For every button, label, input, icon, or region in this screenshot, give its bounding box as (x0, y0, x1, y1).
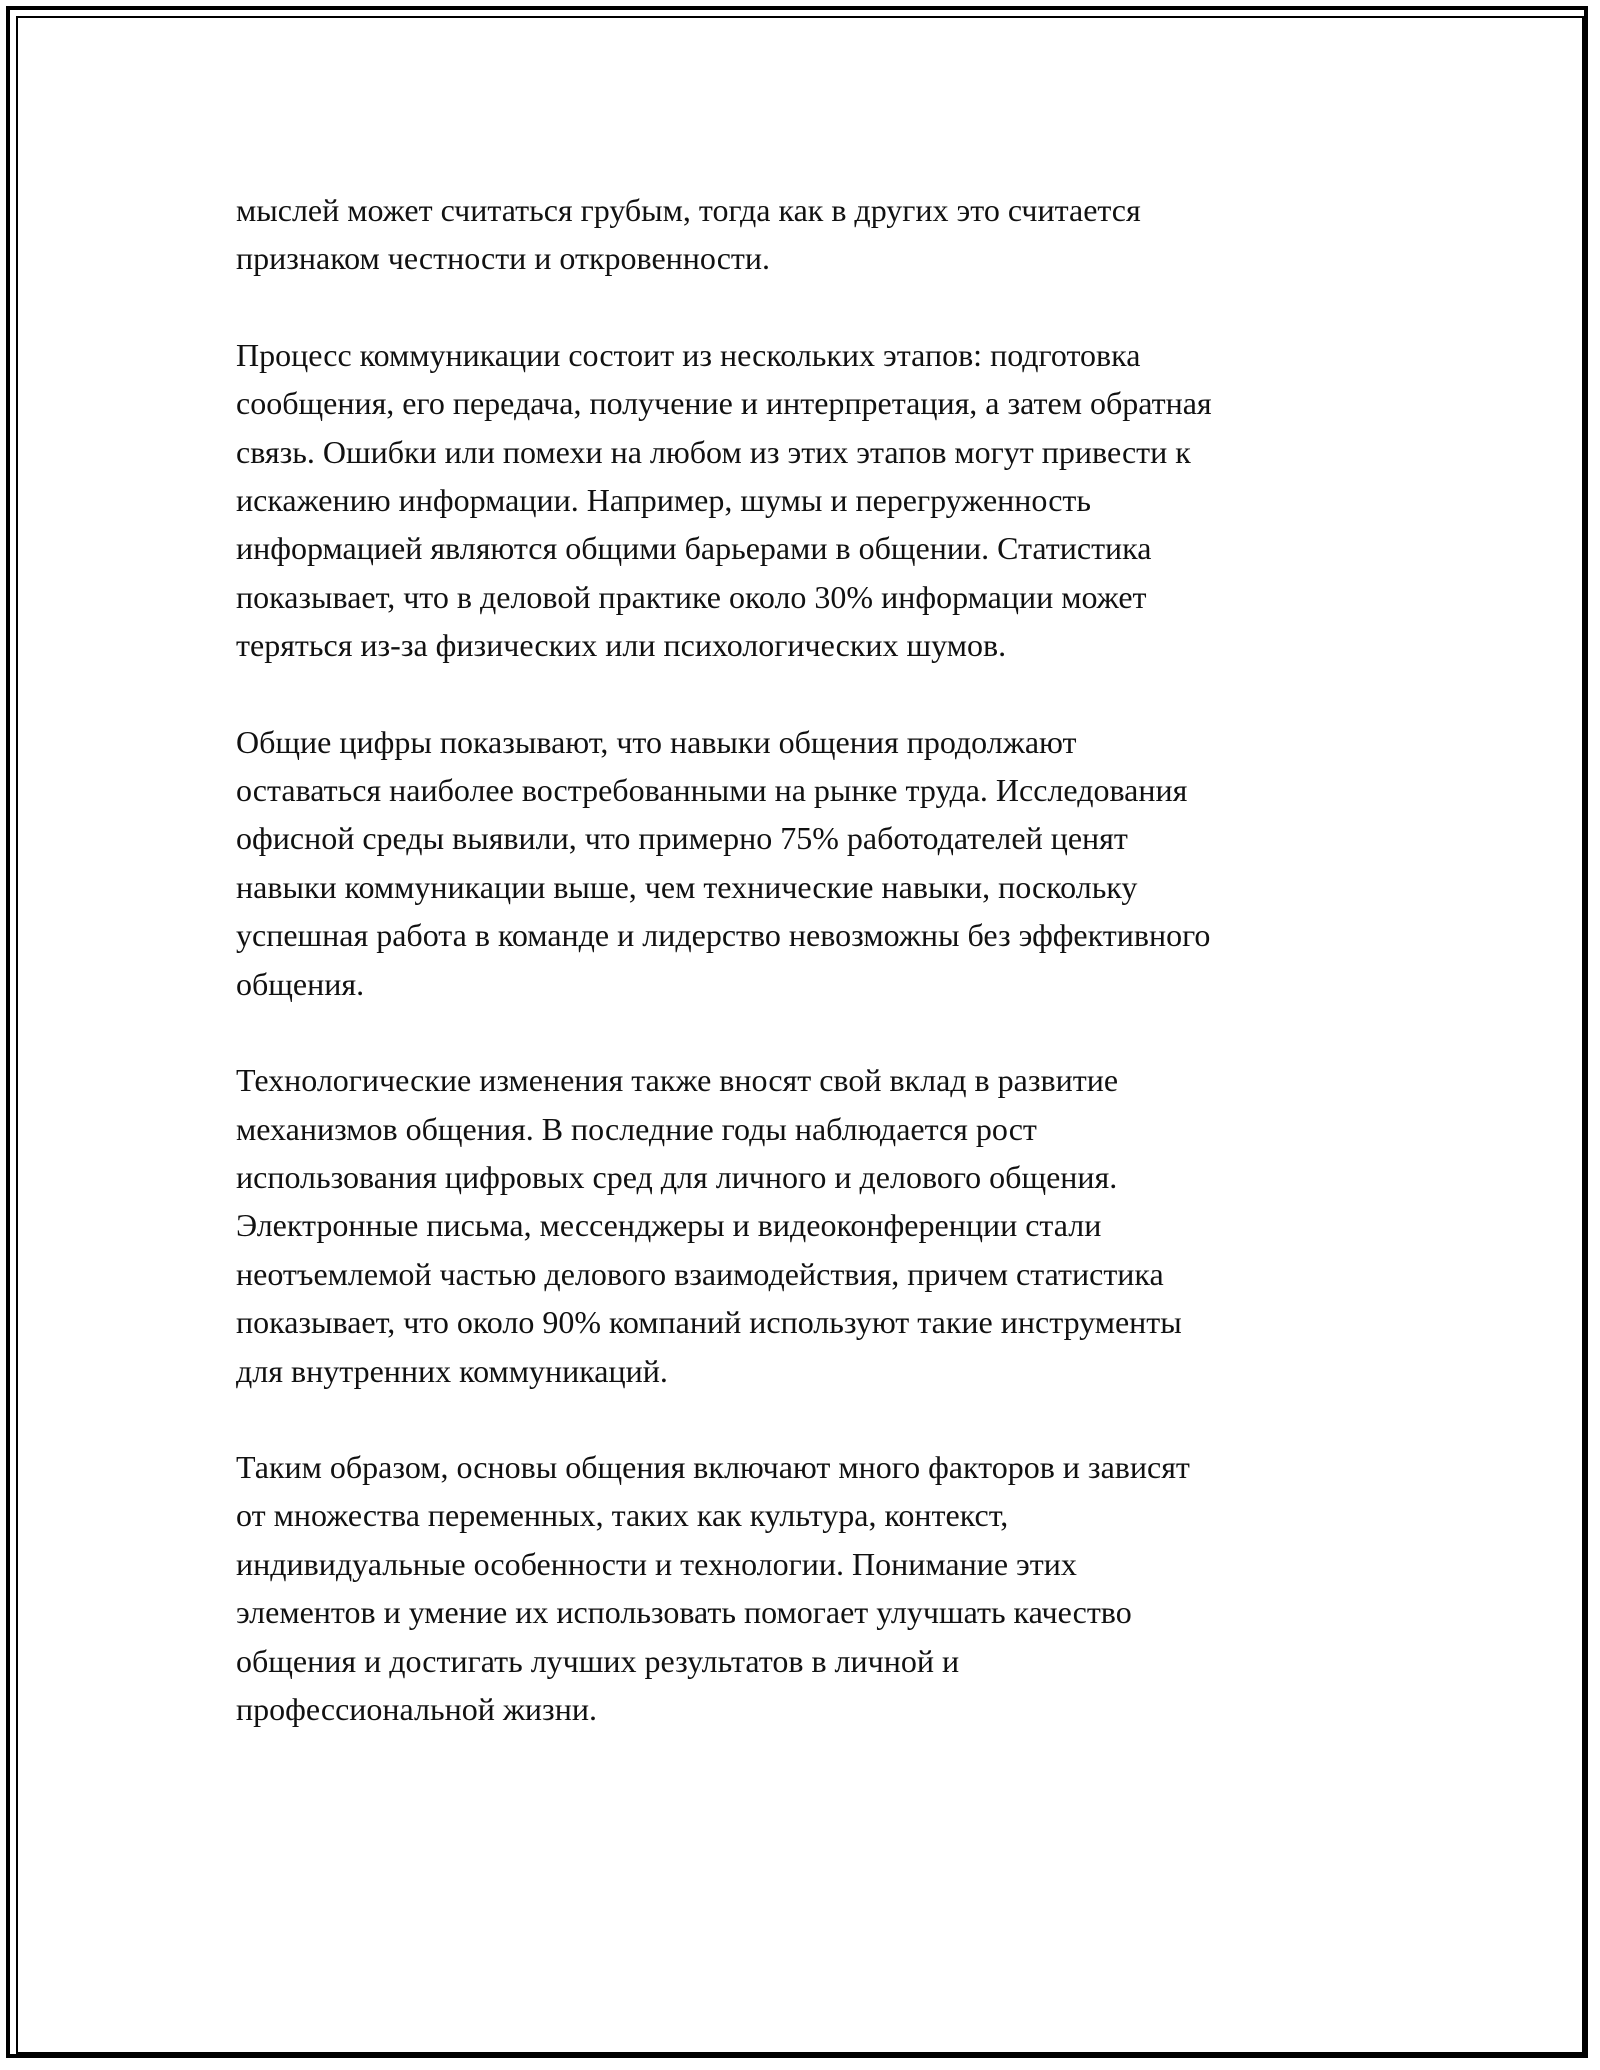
text-line: неотъемлемой частью делового взаимодействия, причем статистика (236, 1255, 1164, 1292)
text-line: искажению информации. Например, шумы и перегруженность (236, 482, 1091, 519)
text-line: связь. Ошибки или помехи на любом из этих этапов могут привести к (236, 433, 1191, 470)
text-line: от множества переменных, таких как культура, контекст, (236, 1497, 1009, 1534)
text-line: оставаться наиболее востребованными на рынке труда. Исследования (236, 772, 1188, 809)
text-line: признаком честности и откровенности. (236, 240, 771, 277)
text-line: использования цифровых сред для личного и делового общения. (236, 1158, 1118, 1195)
text-line: профессиональной жизни. (236, 1690, 597, 1727)
text-line: сообщения, его передача, получение и интерпретация, а затем обратная (236, 385, 1212, 422)
text-line: офисной среды выявили, что примерно 75% работодателей ценят (236, 820, 1128, 857)
text-line: Технологические изменения также вносят свой вклад в развитие (236, 1062, 1119, 1099)
text-line: Общие цифры показывают, что навыки общения продолжают (236, 723, 1077, 760)
text-line: навыки коммуникации выше, чем технические навыки, поскольку (236, 868, 1138, 905)
text-line: для внутренних коммуникаций. (236, 1352, 668, 1389)
text-line: информацией являются общими барьерами в общении. Статистика (236, 530, 1152, 567)
text-line: Процесс коммуникации состоит из нескольких этапов: подготовка (236, 336, 1141, 373)
text-line: теряться из-за физических или психологических шумов. (236, 627, 1007, 664)
text-line: успешная работа в команде и лидерство невозможны без эффективного (236, 917, 1211, 954)
text-line: общения. (236, 965, 365, 1002)
text-line: индивидуальные особенности и технологии. Понимание этих (236, 1545, 1077, 1582)
text-line: механизмов общения. В последние годы наблюдается рост (236, 1110, 1037, 1147)
text-line: общения и достигать лучших результатов в личной и (236, 1642, 960, 1679)
text-line: показывает, что в деловой практике около 30% информации может (236, 578, 1147, 615)
paragraph-1 (236, 186, 1376, 283)
text-line: мыслей может считаться грубым, тогда как в других это считается (236, 192, 1141, 228)
paragraph-2 (236, 331, 1376, 670)
text-line: Электронные письма, мессенджеры и видеоконференции стали (236, 1207, 1102, 1244)
text-line: показывает, что около 90% компаний используют такие инструменты (236, 1304, 1182, 1341)
text-line: Таким образом, основы общения включают много факторов и зависят (236, 1448, 1190, 1485)
document-body (236, 186, 1376, 1781)
text-line: элементов и умение их использовать помогает улучшать качество (236, 1594, 1132, 1631)
paragraph-4 (236, 1056, 1376, 1395)
paragraph-5 (236, 1443, 1376, 1733)
paragraph-3 (236, 718, 1376, 1008)
